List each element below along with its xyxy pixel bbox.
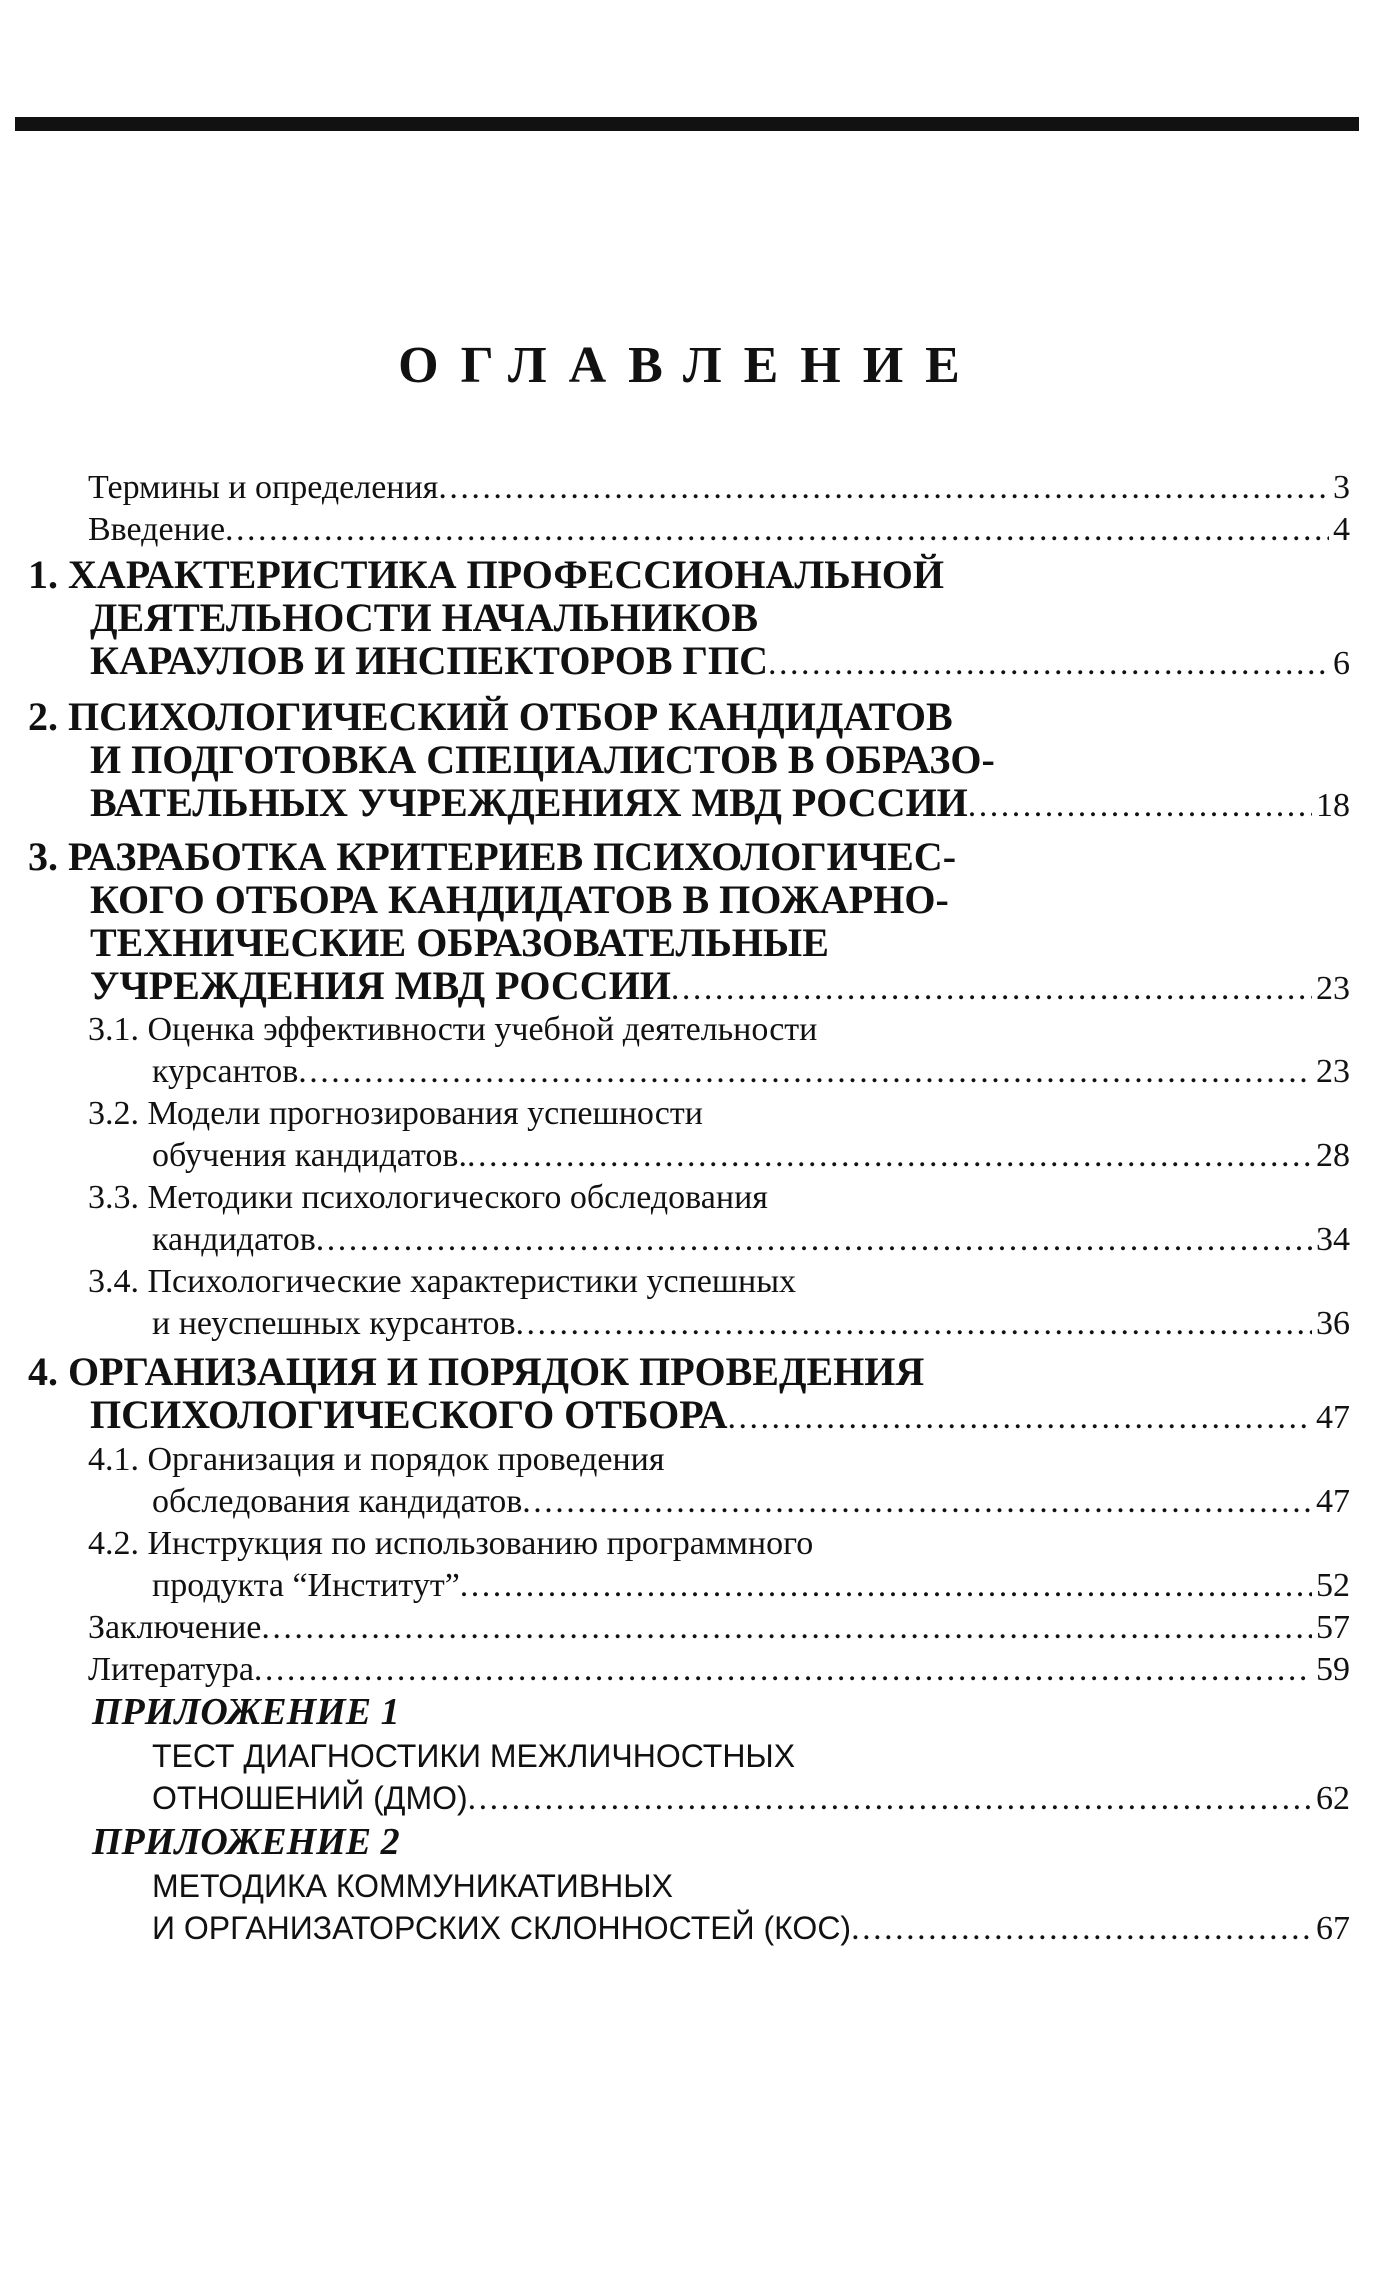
dot-leader (261, 1608, 1312, 1648)
toc-entry-text: обследования кандидатов (152, 1483, 523, 1520)
dot-leader (727, 1398, 1312, 1438)
toc-section-3-1-line1[interactable]: 3.1. Оценка эффективности учебной деятельности (88, 1011, 818, 1048)
top-rule (15, 117, 1359, 131)
toc-section-3-2-line1[interactable]: 3.2. Модели прогнозирования успешности (88, 1095, 703, 1132)
toc-entry-conclusion[interactable] (88, 1608, 1350, 1648)
toc-section-4-2-line1[interactable]: 4.2. Инструкция по использованию программного (88, 1525, 814, 1562)
toc-appendix-2-line1[interactable]: МЕТОДИКА КОММУНИКАТИВНЫХ (152, 1868, 673, 1904)
toc-appendix-2[interactable] (152, 1908, 1350, 1949)
toc-page-number: 18 (1316, 787, 1350, 824)
toc-entry-text: обучения кандидатов. (152, 1137, 467, 1174)
toc-entry-text: ПСИХОЛОГИЧЕСКОГО ОТБОРА (90, 1392, 728, 1437)
toc-section-3-3-line1[interactable]: 3.3. Методики психологического обследования (88, 1179, 768, 1216)
toc-page-number: 57 (1316, 1609, 1350, 1646)
toc-entry-text: Литература (88, 1651, 254, 1688)
toc-entry-text: ОТНОШЕНИЙ (ДМО) (152, 1780, 468, 1816)
toc-page-number: 6 (1333, 645, 1350, 682)
toc-entry-intro[interactable] (88, 510, 1350, 550)
toc-chapter-2-line2[interactable]: И ПОДГОТОВКА СПЕЦИАЛИСТОВ В ОБРАЗО- (90, 737, 995, 782)
toc-section-3-3[interactable] (152, 1220, 1350, 1260)
toc-section-3-1[interactable] (152, 1052, 1350, 1092)
toc-entry-terms[interactable] (88, 468, 1350, 508)
dot-leader (671, 969, 1312, 1009)
toc-page-number: 36 (1316, 1305, 1350, 1342)
dot-leader (254, 1650, 1312, 1690)
dot-leader (225, 510, 1329, 550)
toc-chapter-3-line2[interactable]: КОГО ОТБОРА КАНДИДАТОВ В ПОЖАРНО- (90, 877, 949, 922)
page-title: ОГЛАВЛЕНИЕ (398, 337, 982, 394)
toc-page-number: 67 (1316, 1910, 1350, 1947)
toc-entry-text: УЧРЕЖДЕНИЯ МВД РОССИИ (90, 963, 671, 1008)
toc-entry-literature[interactable] (88, 1650, 1350, 1690)
dot-leader (968, 786, 1312, 826)
toc-section-3-4-line1[interactable]: 3.4. Психологические характеристики успешных (88, 1263, 797, 1300)
toc-chapter-1-line1[interactable]: 1. ХАРАКТЕРИСТИКА ПРОФЕССИОНАЛЬНОЙ (28, 552, 944, 597)
toc-section-4-1-line1[interactable]: 4.1. Организация и порядок проведения (88, 1441, 665, 1478)
toc-chapter-4[interactable] (90, 1392, 1350, 1438)
toc-chapter-4-line1[interactable]: 4. ОРГАНИЗАЦИЯ И ПОРЯДОК ПРОВЕДЕНИЯ (28, 1349, 925, 1394)
toc-page-number: 47 (1316, 1399, 1350, 1436)
toc-chapter-3[interactable] (90, 963, 1350, 1009)
toc-entry-text: Термины и определения (88, 469, 439, 506)
toc-entry-text: КАРАУЛОВ И ИНСПЕКТОРОВ ГПС (90, 638, 768, 683)
dot-leader (467, 1136, 1312, 1176)
dot-leader (316, 1220, 1312, 1260)
toc-page-number: 23 (1316, 1053, 1350, 1090)
toc-chapter-2[interactable] (90, 780, 1350, 826)
dot-leader (468, 1779, 1312, 1819)
toc-page-number: 23 (1316, 970, 1350, 1007)
toc-page-number: 28 (1316, 1137, 1350, 1174)
toc-chapter-1[interactable] (90, 638, 1350, 684)
dot-leader (438, 468, 1329, 508)
toc-entry-text: И ОРГАНИЗАТОРСКИХ СКЛОННОСТЕЙ (КОС) (152, 1910, 852, 1946)
dot-leader (851, 1909, 1312, 1949)
dot-leader (768, 644, 1329, 684)
toc-entry-text: Заключение (88, 1609, 262, 1646)
toc-page-number: 52 (1316, 1567, 1350, 1604)
toc-appendix-1[interactable] (152, 1778, 1350, 1819)
toc-page-number: 59 (1316, 1651, 1350, 1688)
toc-entry-text: и неуспешных курсантов (152, 1305, 516, 1342)
dot-leader (460, 1566, 1312, 1606)
toc-chapter-1-line2[interactable]: ДЕЯТЕЛЬНОСТИ НАЧАЛЬНИКОВ (90, 595, 759, 640)
toc-entry-text: кандидатов (152, 1221, 316, 1258)
toc-section-3-2[interactable] (152, 1136, 1350, 1176)
toc-section-4-2[interactable] (152, 1566, 1350, 1606)
toc-chapter-3-line3[interactable]: ТЕХНИЧЕСКИЕ ОБРАЗОВАТЕЛЬНЫЕ (90, 920, 829, 965)
toc-appendix-2-label[interactable]: ПРИЛОЖЕНИЕ 2 (92, 1821, 400, 1863)
toc-chapter-2-line1[interactable]: 2. ПСИХОЛОГИЧЕСКИЙ ОТБОР КАНДИДАТОВ (28, 694, 953, 739)
toc-section-4-1[interactable] (152, 1482, 1350, 1522)
toc-page-number: 4 (1333, 511, 1350, 548)
toc-page-number: 47 (1316, 1483, 1350, 1520)
dot-leader (522, 1482, 1312, 1522)
dot-leader (298, 1052, 1312, 1092)
toc-page-number: 62 (1316, 1780, 1350, 1817)
toc-appendix-1-label[interactable]: ПРИЛОЖЕНИЕ 1 (92, 1691, 400, 1733)
toc-appendix-1-line1[interactable]: ТЕСТ ДИАГНОСТИКИ МЕЖЛИЧНОСТНЫХ (152, 1738, 796, 1774)
toc-entry-text: Введение (88, 511, 226, 548)
toc-page-number: 34 (1316, 1221, 1350, 1258)
dot-leader (516, 1304, 1312, 1344)
toc-entry-text: ВАТЕЛЬНЫХ УЧРЕЖДЕНИЯХ МВД РОССИИ (90, 780, 968, 825)
toc-page-number: 3 (1333, 469, 1350, 506)
toc-entry-text: курсантов (152, 1053, 299, 1090)
toc-entry-text: продукта “Институт” (152, 1567, 460, 1604)
toc-chapter-3-line1[interactable]: 3. РАЗРАБОТКА КРИТЕРИЕВ ПСИХОЛОГИЧЕС- (28, 834, 957, 879)
toc-section-3-4[interactable] (152, 1304, 1350, 1344)
